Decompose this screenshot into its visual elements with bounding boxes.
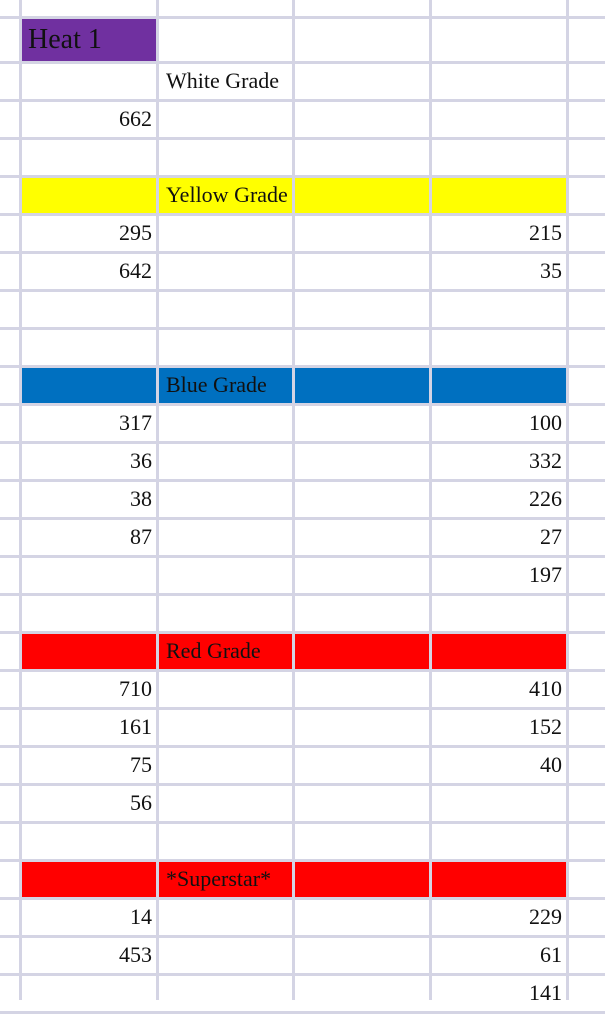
number-cell[interactable]: 36 [130, 448, 152, 473]
sheet-cell[interactable] [22, 824, 156, 859]
number-cell[interactable]: 40 [540, 752, 562, 777]
sheet-cell[interactable] [159, 140, 292, 175]
sheet-cell[interactable] [295, 672, 429, 707]
table-row [0, 482, 605, 517]
sheet-cell[interactable] [159, 406, 292, 441]
sheet-cell[interactable] [159, 596, 292, 631]
sheet-cell[interactable] [432, 368, 566, 403]
number-cell[interactable] [22, 558, 156, 593]
sheet-cell[interactable] [22, 862, 156, 897]
sheet-cell[interactable] [295, 292, 429, 327]
number-cell[interactable]: 27 [540, 524, 562, 549]
sheet-cell[interactable] [22, 140, 156, 175]
heat-label-cell[interactable]: Heat 1 [22, 19, 156, 61]
grade-header-row [0, 634, 605, 669]
number-cell[interactable]: 197 [529, 562, 562, 587]
sheet-cell[interactable] [22, 292, 156, 327]
sheet-cell[interactable] [295, 634, 429, 669]
sheet-cell[interactable] [22, 330, 156, 365]
number-cell[interactable]: 161 [119, 714, 152, 739]
table-row [0, 520, 605, 555]
grade-header-row [0, 862, 605, 897]
sheet-cell[interactable] [295, 19, 429, 61]
sheet-cell[interactable] [432, 330, 566, 365]
sheet-cell[interactable] [159, 938, 292, 973]
number-cell[interactable]: 295 [119, 220, 152, 245]
sheet-cell[interactable] [159, 216, 292, 251]
number-cell[interactable]: 35 [540, 258, 562, 283]
grade-label-cell[interactable]: Red Grade [159, 634, 292, 669]
sheet-cell[interactable] [295, 596, 429, 631]
grade-header-row [0, 178, 605, 213]
grade-label-cell[interactable]: Blue Grade [159, 368, 292, 403]
sheet-cell[interactable] [295, 710, 429, 745]
sheet-cell[interactable] [295, 786, 429, 821]
number-cell[interactable]: 229 [529, 904, 562, 929]
sheet-cell[interactable] [159, 786, 292, 821]
number-cell[interactable] [432, 102, 566, 137]
table-row [0, 406, 605, 441]
grade-label-cell[interactable]: *Superstar* [159, 862, 292, 897]
empty-row [0, 330, 605, 365]
number-cell[interactable]: 410 [529, 676, 562, 701]
grade-header-row [0, 368, 605, 403]
number-cell[interactable]: 332 [529, 448, 562, 473]
sheet-cell[interactable] [432, 178, 566, 213]
sheet-cell[interactable] [295, 862, 429, 897]
sheet-cell[interactable] [295, 900, 429, 935]
sheet-cell[interactable] [295, 976, 429, 1011]
sheet-cell[interactable] [295, 938, 429, 973]
number-cell[interactable]: 38 [130, 486, 152, 511]
sheet-cell[interactable] [295, 216, 429, 251]
sheet-cell[interactable] [159, 254, 292, 289]
sheet-cell[interactable] [295, 520, 429, 555]
number-cell[interactable] [22, 976, 156, 1011]
table-row [0, 938, 605, 973]
number-cell[interactable]: 226 [529, 486, 562, 511]
table-row [0, 900, 605, 935]
table-row [0, 786, 605, 821]
sheet-cell[interactable] [432, 64, 566, 99]
number-cell[interactable]: 215 [529, 220, 562, 245]
sheet-cell[interactable] [295, 102, 429, 137]
sheet-cell[interactable] [295, 254, 429, 289]
number-cell[interactable]: 14 [130, 904, 152, 929]
empty-row [0, 292, 605, 327]
sheet-cell[interactable] [159, 558, 292, 593]
number-cell[interactable]: 710 [119, 676, 152, 701]
empty-row [0, 596, 605, 631]
table-row [0, 748, 605, 783]
number-cell[interactable]: 453 [119, 942, 152, 967]
sheet-cell[interactable] [432, 19, 566, 61]
sheet-cell[interactable] [159, 482, 292, 517]
sheet-cell[interactable] [432, 292, 566, 327]
number-cell[interactable]: 75 [130, 752, 152, 777]
sheet-cell[interactable] [432, 140, 566, 175]
sheet-cell[interactable] [159, 976, 292, 1011]
table-row [0, 672, 605, 707]
table-row [0, 444, 605, 479]
sheet-cell[interactable] [159, 710, 292, 745]
sheet-cell[interactable] [159, 292, 292, 327]
grade-label-cell[interactable]: Yellow Grade [159, 178, 292, 213]
grade-header-row [0, 64, 605, 99]
sheet-cell[interactable] [159, 672, 292, 707]
number-cell[interactable]: 61 [540, 942, 562, 967]
sheet-cell[interactable] [159, 19, 292, 61]
heat-row [0, 19, 605, 61]
sheet-cell[interactable] [22, 368, 156, 403]
sheet-cell[interactable] [295, 482, 429, 517]
table-row [0, 710, 605, 745]
sheet-cell[interactable] [295, 178, 429, 213]
sheet-cell[interactable] [295, 140, 429, 175]
sheet-cell[interactable] [159, 444, 292, 479]
number-cell[interactable]: 662 [119, 106, 152, 131]
empty-row [0, 140, 605, 175]
sheet-cell[interactable] [22, 596, 156, 631]
table-row [0, 216, 605, 251]
sheet-cell[interactable] [295, 748, 429, 783]
table-row [0, 254, 605, 289]
number-cell[interactable]: 56 [130, 790, 152, 815]
number-cell[interactable]: 317 [119, 410, 152, 435]
sheet-cell[interactable] [159, 900, 292, 935]
sheet-cell[interactable] [432, 634, 566, 669]
number-cell[interactable]: 100 [529, 410, 562, 435]
table-row [0, 976, 605, 1011]
sheet-cell[interactable] [295, 64, 429, 99]
number-cell[interactable] [432, 786, 566, 821]
number-cell[interactable]: 141 [529, 980, 562, 1005]
sheet-cell[interactable] [295, 368, 429, 403]
sheet-cell[interactable] [159, 748, 292, 783]
sheet-cell[interactable] [295, 406, 429, 441]
sheet-cell[interactable] [432, 596, 566, 631]
grade-label-cell[interactable]: White Grade [166, 68, 279, 93]
number-cell[interactable]: 642 [119, 258, 152, 283]
sheet-cell[interactable] [22, 64, 156, 99]
sheet-cell[interactable] [159, 102, 292, 137]
sheet-cell[interactable] [159, 330, 292, 365]
sheet-cell[interactable] [295, 824, 429, 859]
sheet-cell[interactable] [159, 520, 292, 555]
sheet-cell[interactable] [295, 330, 429, 365]
empty-row [0, 824, 605, 859]
number-cell[interactable]: 152 [529, 714, 562, 739]
table-row [0, 558, 605, 593]
sheet-cell[interactable] [432, 824, 566, 859]
sheet-cell[interactable] [22, 634, 156, 669]
sheet-cell[interactable] [159, 824, 292, 859]
sheet-cell[interactable] [22, 178, 156, 213]
number-cell[interactable]: 87 [130, 524, 152, 549]
sheet-cell[interactable] [295, 444, 429, 479]
table-row [0, 102, 605, 137]
sheet-cell[interactable] [295, 558, 429, 593]
sheet-cell[interactable] [432, 862, 566, 897]
